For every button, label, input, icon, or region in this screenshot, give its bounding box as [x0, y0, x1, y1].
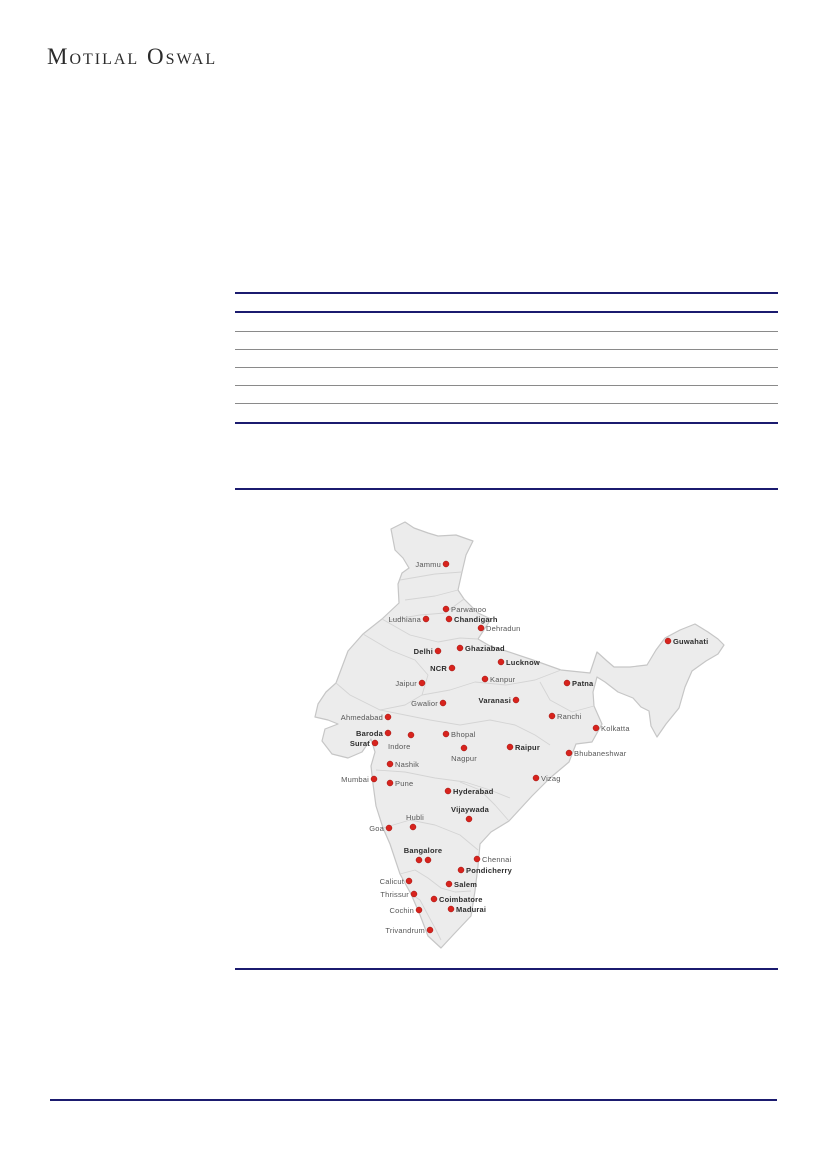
city-label: Nashik — [395, 760, 420, 769]
city-dot — [549, 713, 555, 719]
city-dot — [665, 638, 671, 644]
city-dot — [440, 700, 446, 706]
city-label: Madurai — [456, 905, 487, 914]
city-label: Parwanoo — [451, 605, 487, 614]
city-dot — [566, 750, 572, 756]
city-dot — [443, 561, 449, 567]
city-label: Hyderabad — [453, 787, 494, 796]
city-dot — [457, 645, 463, 651]
brand-logo: Motilal Oswal — [47, 44, 218, 69]
table-rule — [235, 349, 778, 350]
city-label: Vizag — [541, 774, 561, 783]
city-dot — [427, 927, 433, 933]
city-dot — [448, 906, 454, 912]
city-dot — [445, 788, 451, 794]
city-label: NCR — [430, 664, 447, 673]
city-label: Chandigarh — [454, 615, 498, 624]
table-rule — [235, 385, 778, 386]
city-dot — [458, 867, 464, 873]
footer-rule — [50, 1099, 777, 1101]
city-label: Thrissur — [380, 890, 409, 899]
city-label: Dehradun — [486, 624, 521, 633]
city-dot — [498, 659, 504, 665]
city-dot — [466, 816, 472, 822]
india-map-svg — [310, 520, 730, 950]
city-dot — [386, 825, 392, 831]
city-dot — [474, 856, 480, 862]
city-label: Trivandrum — [385, 926, 425, 935]
city-label: Nagpur — [451, 754, 477, 763]
city-dot — [564, 680, 570, 686]
city-label: Coimbatore — [439, 895, 483, 904]
city-dot — [387, 761, 393, 767]
section-rule-bottom — [235, 968, 778, 970]
city-label: Bangalore — [403, 846, 443, 855]
city-dot — [410, 824, 416, 830]
city-marker-bhubaneshwar — [566, 749, 627, 758]
city-dot — [406, 878, 412, 884]
city-dot — [387, 780, 393, 786]
city-label: Cochin — [389, 906, 414, 915]
city-label: Ghaziabad — [465, 644, 505, 653]
city-marker-chandigarh — [446, 615, 498, 624]
city-markers — [341, 560, 709, 935]
city-label: Chennai — [482, 855, 512, 864]
city-label: Varanasi — [478, 696, 511, 705]
city-dot — [425, 857, 431, 863]
table-rule — [235, 292, 778, 294]
city-dot — [419, 680, 425, 686]
city-label: Hubli — [405, 813, 425, 822]
city-dot — [435, 648, 441, 654]
city-dot — [446, 616, 452, 622]
city-label: Indore — [388, 742, 411, 751]
city-label: Delhi — [413, 647, 433, 656]
city-label: Bhopal — [451, 730, 476, 739]
city-dot — [482, 676, 488, 682]
city-label: Pune — [395, 779, 414, 788]
table-rule — [235, 311, 778, 313]
city-dot — [411, 891, 417, 897]
city-dot — [513, 697, 519, 703]
city-dot — [416, 857, 422, 863]
city-label: Raipur — [515, 743, 540, 752]
city-marker-coimbatore — [431, 895, 483, 904]
city-label: Lucknow — [506, 658, 540, 667]
city-dot — [593, 725, 599, 731]
city-label: Guwahati — [673, 637, 709, 646]
city-label: Jaipur — [395, 679, 417, 688]
city-label: Kolkatta — [601, 724, 630, 733]
city-dot — [478, 625, 484, 631]
table-rule — [235, 367, 778, 368]
city-label: Vijaywada — [451, 805, 489, 814]
city-dot — [446, 881, 452, 887]
city-dot — [371, 776, 377, 782]
city-dot — [408, 732, 414, 738]
city-marker-hyderabad — [445, 787, 494, 796]
city-label: Surat — [349, 739, 370, 748]
table-rule — [235, 403, 778, 404]
city-dot — [372, 740, 378, 746]
city-dot — [507, 744, 513, 750]
city-label: Ranchi — [557, 712, 582, 721]
city-label: Bhubaneshwar — [574, 749, 627, 758]
city-label: Calicut — [379, 877, 404, 886]
india-map — [310, 520, 730, 950]
city-dot — [443, 731, 449, 737]
city-dot — [431, 896, 437, 902]
table-rule — [235, 422, 778, 424]
city-label: Salem — [454, 880, 478, 889]
city-marker-ghaziabad — [457, 644, 505, 653]
section-rule-top — [235, 488, 778, 490]
city-label: Goa — [369, 824, 384, 833]
city-dot — [385, 714, 391, 720]
city-label: Mumbai — [341, 775, 369, 784]
city-dot — [385, 730, 391, 736]
city-label: Ahmedabad — [340, 713, 383, 722]
city-label: Gwalior — [411, 699, 438, 708]
city-label: Pondicherry — [466, 866, 512, 875]
city-label: Ludhiana — [388, 615, 421, 624]
city-dot — [443, 606, 449, 612]
city-dot — [533, 775, 539, 781]
city-label: Jammu — [415, 560, 441, 569]
table-rule — [235, 331, 778, 332]
city-label: Patna — [572, 679, 594, 688]
city-dot — [449, 665, 455, 671]
city-marker-pondicherry — [458, 866, 513, 875]
city-label: Kanpur — [490, 675, 516, 684]
city-label: Baroda — [355, 729, 383, 738]
city-marker-chennai — [474, 855, 511, 864]
city-dot — [423, 616, 429, 622]
city-dot — [461, 745, 467, 751]
city-dot — [416, 907, 422, 913]
